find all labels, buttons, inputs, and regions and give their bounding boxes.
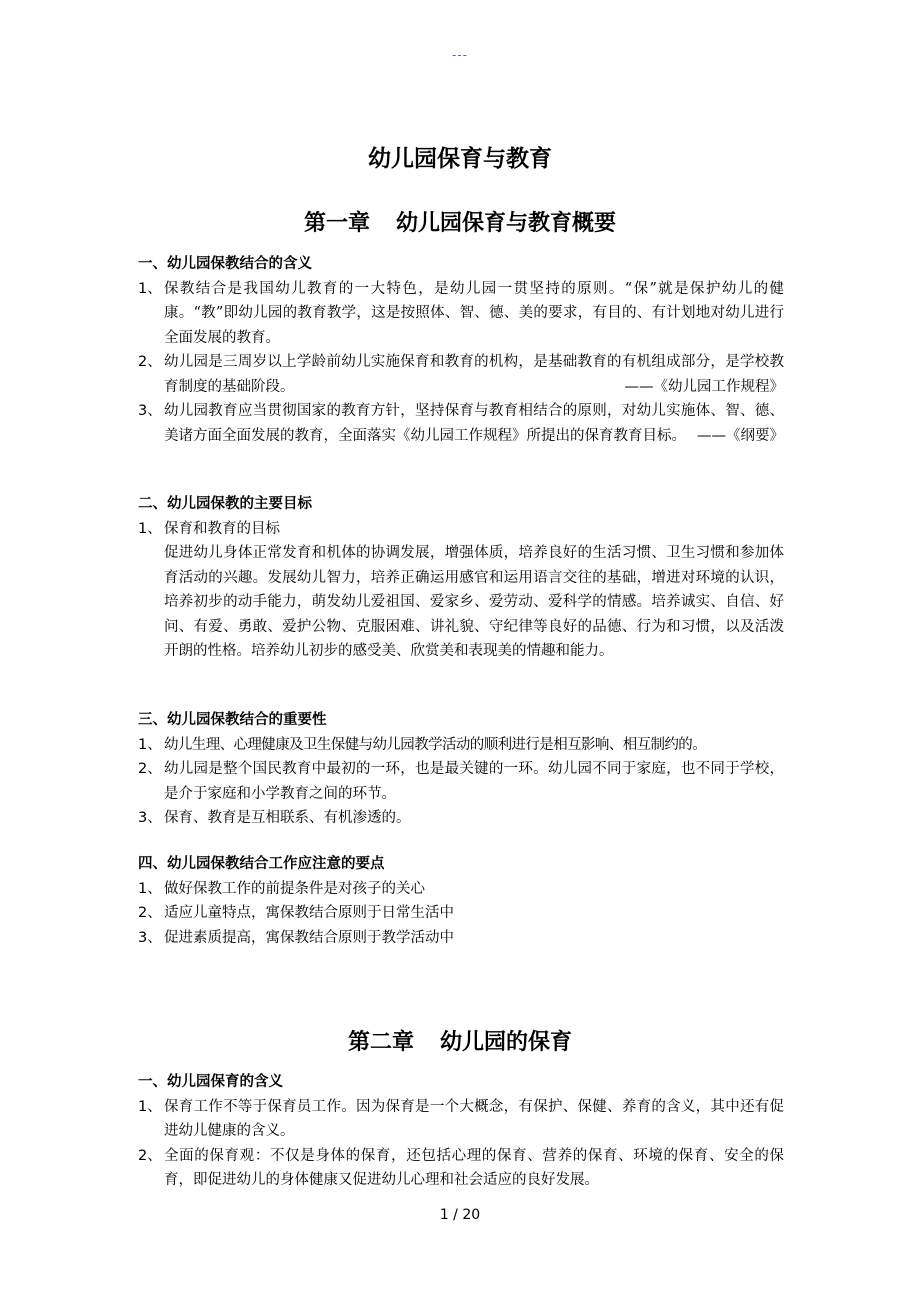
chapter-1-name: 幼儿园保育与教育概要 [396,211,617,236]
section-importance [138,708,784,831]
item-text: 幼儿园教育应当贯彻国家的教育方针，坚持保育与教育相结合的原则，对幼儿实施体、智、德、美诸方面全面发展的教育，全面落实《幼儿园工作规程》所提出的保育教育目标。 [164,403,784,444]
list-item [138,806,784,831]
item-text: 全面的保育观：不仅是身体的保育，还包括心理的保育、营养的保育、环境的保育、安全的保育，即促进幼儿的身体健康又促进幼儿心理和社会适应的良好发展。 [164,1147,784,1188]
item-text: 幼儿生理、心理健康及卫生保健与幼儿园教学活动的顺利进行是相互影响、相互制约的。 [164,736,707,753]
item-text: 保育工作不等于保育员工作。因为保育是一个大概念，有保护、保健、养育的含义，其中还有促进幼儿健康的含义。 [164,1098,784,1139]
goals-paragraph: 促进幼儿身体正常发育和机体的协调发展，增强体质，培养良好的生活习惯、卫生习惯和参加体育活动的兴趣。发展幼儿智力，培养正确运用感官和运用语言交往的基础，增进对环境的认识，培养初步的动手能力，萌发幼儿爱祖国、爱家乡、爱劳动、爱科学的情感。培养诚实、自信、好问、有爱、勇敢、爱护公物、克服困难、讲礼貌、守纪律等良好的品德、行为和习惯，以及活泼开朗的性格。培养幼儿初步的感受美、欣赏美和表现美的情趣和能力。 [164,545,784,659]
section-care-meaning [138,1070,784,1193]
section-main-goals [138,492,784,664]
list-item [138,877,784,902]
list-item [138,399,784,448]
list-item [138,757,784,806]
citation-source: ——《纲要》 [697,427,784,444]
chapter-2-heading [0,1025,920,1056]
item-number: 2、 [138,905,162,921]
item-number: 2、 [138,761,162,777]
list-item [138,901,784,926]
item-text: 适应儿童特点，寓保教结合原则于日常生活中 [164,905,454,921]
chapter-1-heading [0,206,920,237]
item-number: 2、 [138,354,162,370]
list-item [138,733,784,758]
list-item [138,1095,784,1144]
item-text: 保教结合是我国幼儿教育的一大特色，是幼儿园一贯坚持的原则。“保”就是保护幼儿的健康。“教”即幼儿园的教育教学，这是按照体、智、德、美的要求，有目的、有计划地对幼儿进行全面发展的教育。 [164,280,784,346]
list-item [138,1144,784,1193]
item-number: 2、 [138,1147,162,1164]
item-number: 3、 [138,810,162,826]
section-heading: 一、幼儿园保教结合的含义 [138,256,312,272]
chapter-1-number: 第一章 [303,211,370,236]
section-key-points [138,852,784,950]
item-text: 做好保教工作的前提条件是对孩子的关心 [164,880,425,897]
item-number: 1、 [138,880,162,897]
item-number: 3、 [138,929,162,946]
citation-source: ——《幼儿园工作规程》 [624,378,784,395]
page-number: 1 / 20 [439,1207,481,1223]
item-text: 幼儿园是整个国民教育中最初的一环，也是最关键的一环。幼儿园不同于家庭，也不同于学校，是介于家庭和小学教育之间的环节。 [164,761,784,802]
item-number: 3、 [138,403,162,419]
item-text: 促进素质提高，寓保教结合原则于教学活动中 [164,929,454,946]
chapter-2-number: 第二章 [347,1030,414,1055]
list-item [138,517,784,542]
section-heading: 三、幼儿园保教结合的重要性 [138,712,327,728]
section-bao-jiao-meaning [138,252,784,448]
item-text: 保育、教育是互相联系、有机渗透的。 [164,810,411,826]
item-body [164,399,784,448]
item-body [164,350,784,399]
list-item [138,926,784,951]
section-heading: 二、幼儿园保教的主要目标 [138,496,312,512]
list-item [138,350,784,399]
chapter-2-name: 幼儿园的保育 [440,1030,573,1055]
item-number: 1、 [138,736,162,753]
item-number: 1、 [138,1098,162,1115]
section-heading: 一、幼儿园保育的含义 [138,1074,283,1090]
item-number: 1、 [138,280,162,297]
item-text: 保育和教育的目标 [164,520,280,537]
header-mark: --- [452,48,468,62]
section-heading: 四、幼儿园保教结合工作应注意的要点 [138,856,385,872]
item-text: 幼儿园是三周岁以上学龄前幼儿实施保育和教育的机构，是基础教育的有机组成部分，是学校教育制度的基础阶段。 [164,354,784,395]
list-item [138,277,784,351]
document-title: 幼儿园保育与教育 [368,146,552,172]
item-number: 1、 [138,520,162,537]
